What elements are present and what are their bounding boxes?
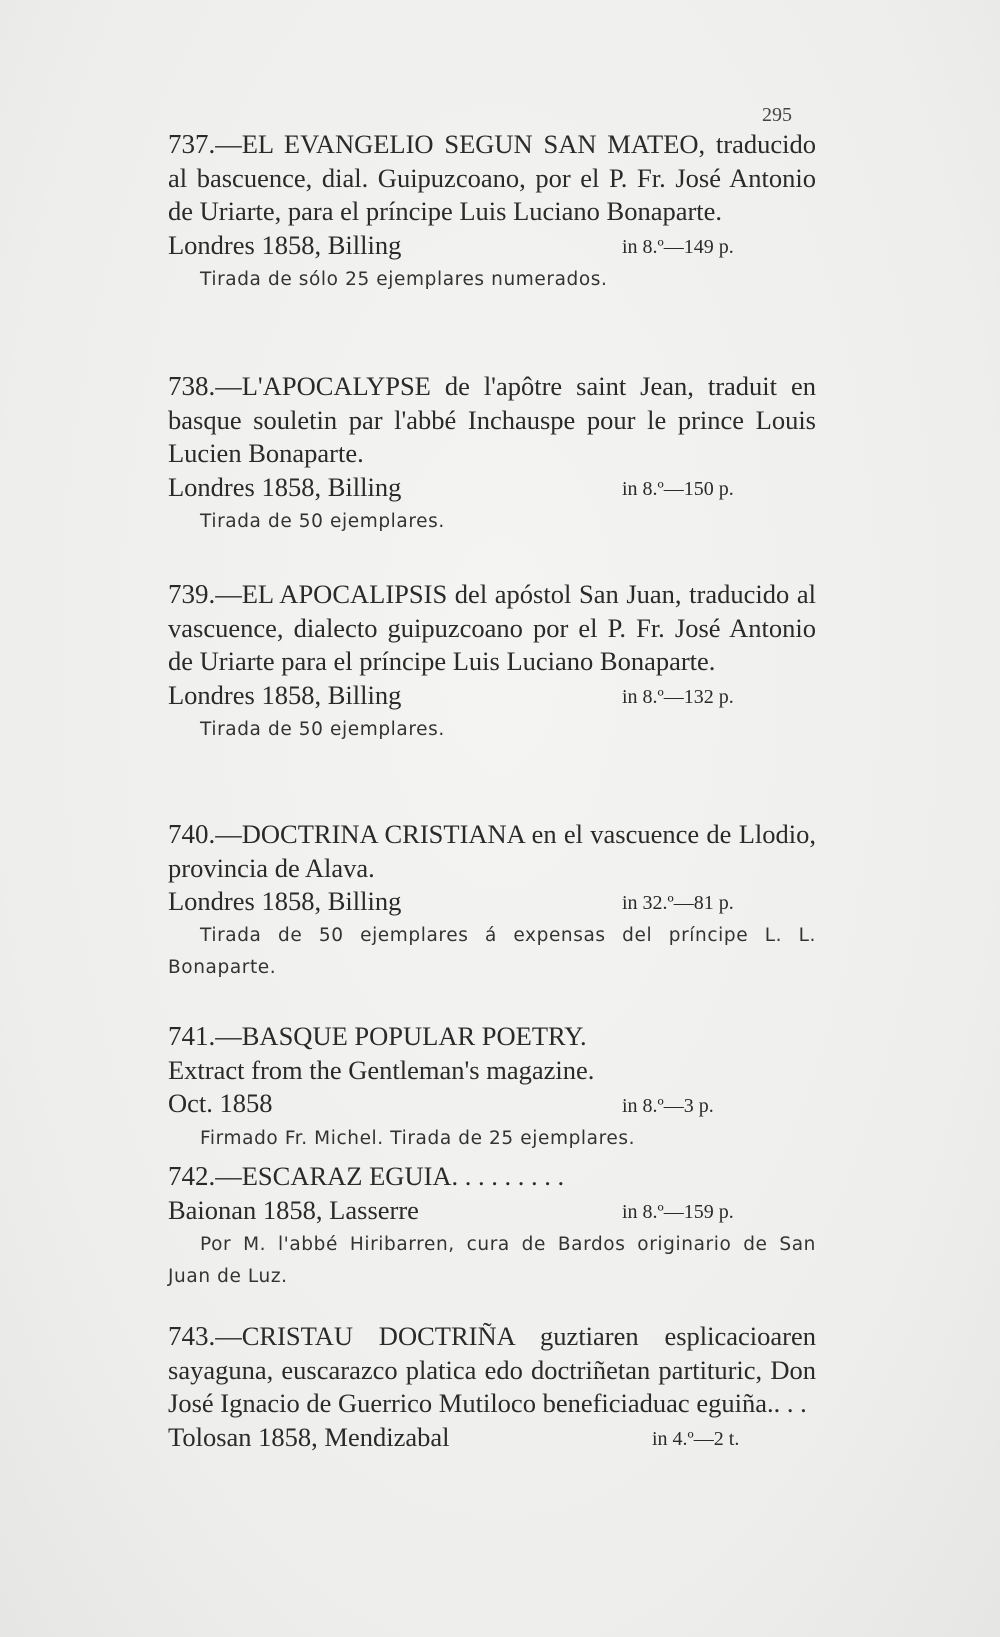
bibliography-entry: [168, 1020, 816, 1155]
bibliography-entry: [168, 1320, 816, 1454]
entry-format: in 8.º—149 p.: [622, 235, 734, 258]
entry-note: Tirada de sólo 25 ejemplares numerados.: [200, 268, 608, 290]
entry-number: 741.: [168, 1021, 216, 1051]
entry-place: Londres 1858, Billing: [168, 471, 402, 502]
entry-title-text: —DOCTRINA CRISTIANA en el vascuence de Llodio, provincia de Alava.: [168, 819, 816, 883]
entry-number: 739.: [168, 579, 216, 609]
entry-imprint: [168, 885, 816, 918]
entry-place: Londres 1858, Billing: [168, 886, 402, 916]
bibliography-entry: [168, 578, 816, 746]
entry-format: in 8.º—159 p.: [622, 1200, 734, 1223]
entry-number: 742.: [168, 1161, 216, 1191]
entry-imprint: [168, 471, 816, 504]
entry-format: in 8.º—150 p.: [622, 477, 734, 500]
entry-title: [168, 370, 816, 471]
bibliography-entry: [168, 370, 816, 538]
entry-title-text: —EL APOCALIPSIS del apóstol San Juan, traducido al vascuence, dialecto guipuzcoano por el P. Fr. José Antonio de Uriarte para el príncipe Luis Luciano Bonaparte.: [168, 579, 816, 676]
entry-title: [168, 578, 816, 679]
bibliography-entry: [168, 818, 816, 984]
entry-format: in 8.º—3 p.: [622, 1094, 714, 1117]
bibliography-entry: [168, 1160, 816, 1293]
entry-imprint: [168, 1088, 816, 1121]
entry-imprint: [168, 1194, 816, 1227]
entry-imprint: [168, 229, 816, 262]
entry-note: Por M. l'abbé Hiribarren, cura de Bardos originario de San Juan de Luz.: [168, 1233, 816, 1287]
page-number: 295: [762, 104, 792, 126]
entry-format: in 8.º—132 p.: [622, 685, 734, 708]
entry-number: 743.: [168, 1321, 216, 1351]
entry-format: in 4.º—2 t.: [652, 1427, 740, 1450]
bibliography-entry: [168, 128, 816, 296]
entry-place: Londres 1858, Billing: [168, 679, 402, 710]
entry-imprint: [168, 679, 816, 712]
entry-place: Tolosan 1858, Mendizabal: [168, 1421, 450, 1452]
entry-title-text: —ESCARAZ EGUIA. . . . . . . . .: [215, 1161, 565, 1191]
entry-title: [168, 818, 816, 885]
entry-number: 740.: [168, 819, 216, 849]
entry-title: [168, 128, 816, 229]
entry-title: [168, 1320, 816, 1421]
entry-note: Tirada de 50 ejemplares.: [200, 510, 445, 532]
entry-imprint: [168, 1421, 816, 1454]
entry-note: Firmado Fr. Michel. Tirada de 25 ejemplares.: [200, 1127, 636, 1149]
entry-note: Tirada de 50 ejemplares á expensas del príncipe L. L. Bonaparte.: [168, 925, 816, 978]
entry-title-text: —EL EVANGELIO SEGUN SAN MATEO, traducido al bascuence, dial. Guipuzcoano, por el P. Fr. José Antonio de Uriarte, para el príncipe Luis Luciano Bonaparte.: [168, 129, 816, 226]
entry-title-text: —L'APOCALYPSE de l'apôtre saint Jean, traduit en basque souletin par l'abbé Inchauspe pour le prince Louis Lucien Bonaparte.: [168, 371, 816, 468]
entry-number: 737.: [168, 129, 216, 159]
entry-number: 738.: [168, 371, 216, 401]
entry-title: [168, 1160, 816, 1194]
entry-format: in 32.º—81 p.: [622, 892, 734, 914]
entry-place: Baionan 1858, Lasserre: [168, 1194, 419, 1225]
entry-note: Tirada de 50 ejemplares.: [200, 718, 445, 740]
entry-title-text: —BASQUE POPULAR POETRY. Extract from the Gentleman's magazine. Oct. 1858: [168, 1021, 595, 1118]
entry-title-text: —CRISTAU DOCTRIÑA guztiaren esplicacioaren sayaguna, euscarazco platica edo doctriñetan partituric, Don José Ignacio de Guerrico Mutiloco beneficiaduac eguiña.. . .: [168, 1321, 816, 1418]
entry-place: Londres 1858, Billing: [168, 229, 402, 260]
